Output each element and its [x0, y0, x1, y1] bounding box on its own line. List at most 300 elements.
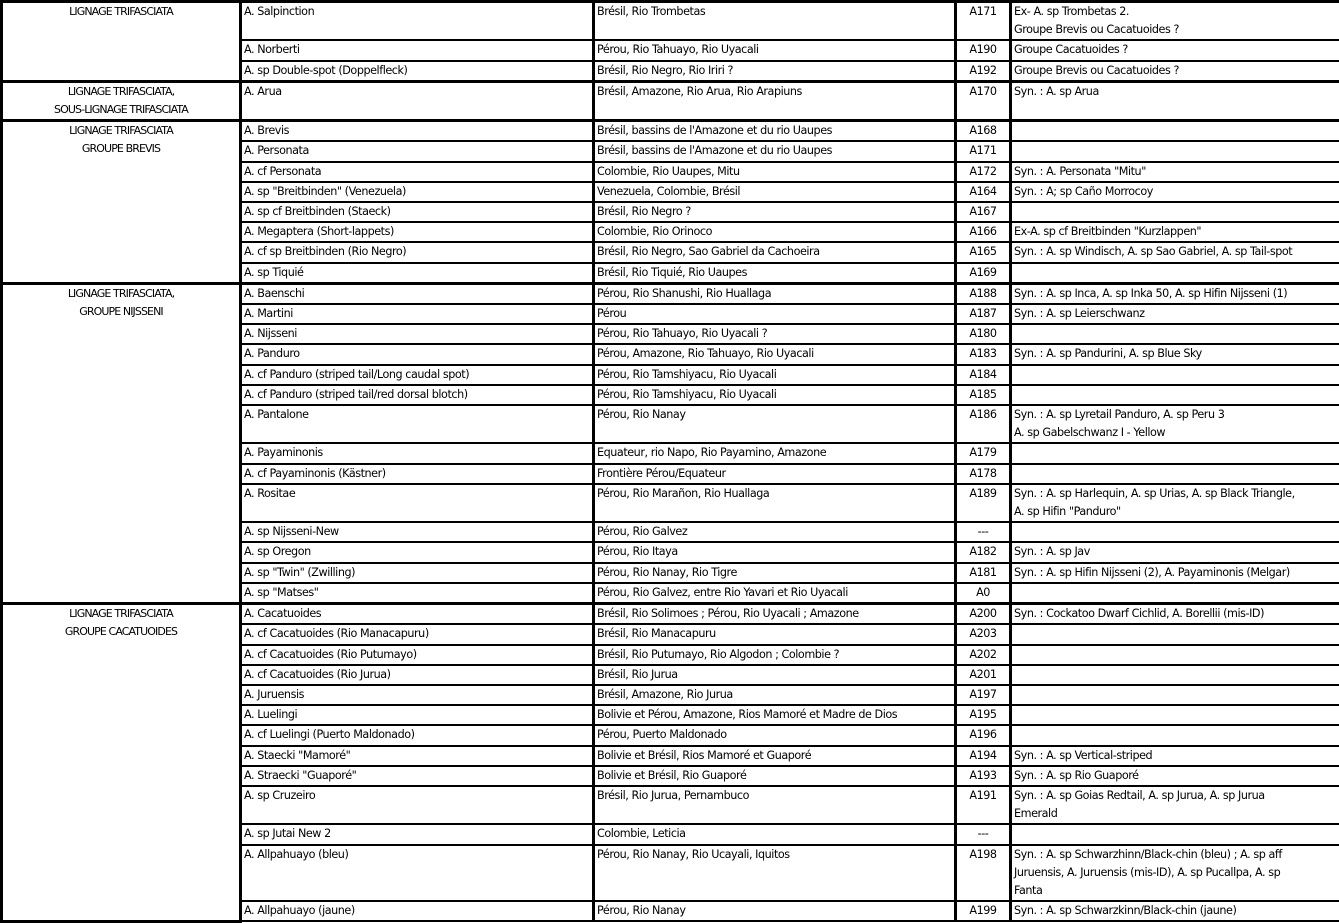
location-text: Pérou, Puerto Maldonado: [597, 726, 952, 744]
location-cell: [594, 665, 956, 685]
code-text: A164: [959, 183, 1007, 201]
species-text: A. sp "Twin" (Zwilling): [244, 564, 590, 582]
location-text: Brésil, Amazone, Rio Jurua: [597, 686, 952, 704]
location-cell: [594, 705, 956, 725]
location-text: Colombie, Rio Uaupes, Mitu: [597, 163, 952, 181]
code-text: A183: [959, 345, 1007, 363]
notes-text: Syn. : A. sp Harlequin, A. sp Urias, A. sp Black Triangle,: [1014, 485, 1337, 503]
code-cell: [956, 202, 1011, 222]
location-cell: [594, 344, 956, 364]
code-cell: [956, 901, 1011, 921]
location-text: Brésil, Rio Manacapuru: [597, 625, 952, 643]
lineage-group-label: LIGNAGE TRIFASCIATA: [5, 122, 237, 140]
species-cell: [241, 242, 594, 262]
lineage-group-label: GROUPE BREVIS: [5, 140, 237, 158]
location-cell: [594, 824, 956, 844]
code-text: A171: [959, 3, 1007, 21]
species-text: A. sp Nijsseni-New: [244, 523, 590, 541]
code-cell: [956, 121, 1011, 142]
location-text: Pérou, Rio Tahuayo, Rio Uyacali: [597, 41, 952, 59]
location-cell: [594, 324, 956, 344]
code-cell: [956, 162, 1011, 182]
notes-text: Syn. : A. sp Pandurini, A. sp Blue Sky: [1014, 345, 1337, 363]
code-cell: [956, 81, 1011, 120]
code-text: A192: [959, 62, 1007, 80]
species-text: A. Cacatuoides: [244, 605, 590, 623]
code-cell: [956, 522, 1011, 542]
code-cell: [956, 61, 1011, 82]
notes-text: Syn. : A. sp Windisch, A. sp Sao Gabriel, A. sp Tail-spot: [1014, 243, 1337, 261]
notes-text: Ex- A. sp Trombetas 2.: [1014, 3, 1337, 21]
species-table-body: [2, 2, 1339, 922]
lineage-group-cell: [2, 121, 241, 284]
location-cell: [594, 121, 956, 142]
location-text: Pérou, Rio Nanay: [597, 406, 952, 424]
location-cell: [594, 583, 956, 604]
species-text: A. Allpahuayo (jaune): [244, 902, 590, 920]
code-text: A203: [959, 625, 1007, 643]
species-text: A. Nijsseni: [244, 325, 590, 343]
location-text: Pérou, Rio Tamshiyacu, Rio Uyacali: [597, 366, 952, 384]
code-cell: [956, 242, 1011, 262]
code-cell: [956, 645, 1011, 665]
notes-cell: [1011, 40, 1339, 60]
notes-cell: [1011, 725, 1339, 745]
species-text: A. sp Oregon: [244, 543, 590, 561]
notes-cell: [1011, 563, 1339, 583]
notes-cell: [1011, 162, 1339, 182]
location-text: Brésil, Rio Negro, Rio Iriri ?: [597, 62, 952, 80]
location-text: Bolivie et Brésil, Rio Guaporé: [597, 767, 952, 785]
notes-text: Syn. : A; sp Caño Morrocoy: [1014, 183, 1337, 201]
lineage-group-label: LIGNAGE TRIFASCIATA: [5, 3, 237, 21]
code-text: ---: [959, 825, 1007, 843]
code-cell: [956, 344, 1011, 364]
notes-cell: [1011, 304, 1339, 324]
code-cell: [956, 222, 1011, 242]
location-text: Pérou, Rio Marañon, Rio Huallaga: [597, 485, 952, 503]
notes-cell: [1011, 746, 1339, 766]
notes-text: Syn. : A. sp Schwarzhinn/Black-chin (bleu) ; A. sp aff: [1014, 846, 1337, 864]
code-text: A181: [959, 564, 1007, 582]
code-cell: [956, 182, 1011, 202]
code-cell: [956, 563, 1011, 583]
notes-cell: [1011, 283, 1339, 304]
notes-text: Syn. : A. sp Lyretail Panduro, A. sp Peru 3: [1014, 406, 1337, 424]
code-text: A178: [959, 465, 1007, 483]
location-cell: [594, 263, 956, 284]
notes-cell: [1011, 901, 1339, 921]
code-cell: [956, 464, 1011, 484]
location-cell: [594, 242, 956, 262]
notes-text: Syn. : A. sp Leierschwanz: [1014, 305, 1337, 323]
location-text: Brésil, bassins de l'Amazone et du rio Uaupes: [597, 122, 952, 140]
species-text: A. Martini: [244, 305, 590, 323]
species-cell: [241, 484, 594, 522]
species-text: A. Brevis: [244, 122, 590, 140]
notes-cell: [1011, 81, 1339, 120]
code-cell: [956, 824, 1011, 844]
lineage-group-cell: [2, 283, 241, 603]
species-cell: [241, 2, 594, 41]
species-text: A. Straecki "Guaporé": [244, 767, 590, 785]
species-cell: [241, 405, 594, 443]
notes-text: Syn. : A. sp Schwarzkinn/Black-chin (jaune): [1014, 902, 1337, 920]
code-cell: [956, 484, 1011, 522]
notes-cell: [1011, 202, 1339, 222]
species-cell: [241, 263, 594, 284]
location-text: Bolivie et Pérou, Amazone, Rios Mamoré et Madre de Dios: [597, 706, 952, 724]
code-cell: [956, 304, 1011, 324]
notes-text: Syn. : A. sp Arua: [1014, 83, 1337, 101]
notes-text: Syn. : A. sp Jav: [1014, 543, 1337, 561]
species-text: A. sp "Matses": [244, 584, 590, 602]
code-cell: [956, 685, 1011, 705]
species-text: A. Juruensis: [244, 686, 590, 704]
code-text: A187: [959, 305, 1007, 323]
location-text: Pérou: [597, 305, 952, 323]
species-cell: [241, 202, 594, 222]
notes-cell: [1011, 645, 1339, 665]
code-text: A169: [959, 264, 1007, 282]
location-text: Brésil, Rio Putumayo, Rio Algodon ; Colombie ?: [597, 646, 952, 664]
code-cell: [956, 283, 1011, 304]
location-cell: [594, 563, 956, 583]
code-cell: [956, 365, 1011, 385]
code-text: A195: [959, 706, 1007, 724]
species-cell: [241, 604, 594, 625]
species-cell: [241, 583, 594, 604]
lineage-group-cell: [2, 2, 241, 82]
notes-text: Groupe Brevis ou Cacatuoides ?: [1014, 21, 1337, 39]
code-text: A202: [959, 646, 1007, 664]
lineage-group-label: LIGNAGE TRIFASCIATA: [5, 605, 237, 623]
notes-cell: [1011, 344, 1339, 364]
location-cell: [594, 464, 956, 484]
species-text: A. Megaptera (Short-lappets): [244, 223, 590, 241]
table-row: [2, 2, 1339, 41]
code-cell: [956, 443, 1011, 463]
code-cell: [956, 845, 1011, 902]
code-text: A201: [959, 666, 1007, 684]
notes-cell: [1011, 766, 1339, 786]
code-cell: [956, 40, 1011, 60]
notes-cell: [1011, 443, 1339, 463]
location-text: Pérou, Rio Galvez: [597, 523, 952, 541]
species-text: A. cf Personata: [244, 163, 590, 181]
species-cell: [241, 443, 594, 463]
location-cell: [594, 645, 956, 665]
notes-cell: [1011, 222, 1339, 242]
location-text: Pérou, Rio Nanay, Rio Ucayali, Iquitos: [597, 846, 952, 864]
species-cell: [241, 786, 594, 824]
species-text: A. Allpahuayo (bleu): [244, 846, 590, 864]
code-text: A167: [959, 203, 1007, 221]
location-text: Frontière Pérou/Equateur: [597, 465, 952, 483]
species-text: A. sp Jutai New 2: [244, 825, 590, 843]
notes-cell: [1011, 685, 1339, 705]
table-row: [2, 121, 1339, 142]
notes-text: A. sp Hifin "Panduro": [1014, 503, 1337, 521]
notes-text: Syn. : A. sp Rio Guaporé: [1014, 767, 1337, 785]
notes-text: Syn. : A. Personata "Mitu": [1014, 163, 1337, 181]
notes-text: Emerald: [1014, 805, 1337, 823]
species-text: A. Panduro: [244, 345, 590, 363]
notes-text: A. sp Gabelschwanz I - Yellow: [1014, 424, 1337, 442]
notes-text: Ex-A. sp cf Breitbinden "Kurzlappen": [1014, 223, 1337, 241]
location-cell: [594, 845, 956, 902]
location-text: Brésil, Rio Negro, Sao Gabriel da Cachoeira: [597, 243, 952, 261]
notes-cell: [1011, 242, 1339, 262]
location-cell: [594, 443, 956, 463]
location-cell: [594, 786, 956, 824]
species-cell: [241, 141, 594, 161]
location-text: Pérou, Rio Tamshiyacu, Rio Uyacali: [597, 386, 952, 404]
notes-cell: [1011, 522, 1339, 542]
location-cell: [594, 901, 956, 921]
location-cell: [594, 222, 956, 242]
species-cell: [241, 542, 594, 562]
notes-cell: [1011, 385, 1339, 405]
notes-text: Fanta: [1014, 882, 1337, 900]
code-cell: [956, 324, 1011, 344]
species-text: A. cf Cacatuoides (Rio Jurua): [244, 666, 590, 684]
notes-cell: [1011, 583, 1339, 604]
notes-cell: [1011, 121, 1339, 142]
notes-cell: [1011, 604, 1339, 625]
location-text: Brésil, Rio Solimoes ; Pérou, Rio Uyacali ; Amazone: [597, 605, 952, 623]
table-row: [2, 283, 1339, 304]
code-cell: [956, 583, 1011, 604]
location-cell: [594, 685, 956, 705]
code-text: A179: [959, 444, 1007, 462]
code-cell: [956, 2, 1011, 41]
notes-text: Syn. : A. sp Goias Redtail, A. sp Jurua, A. sp Jurua: [1014, 787, 1337, 805]
species-cell: [241, 324, 594, 344]
notes-cell: [1011, 263, 1339, 284]
species-cell: [241, 385, 594, 405]
location-cell: [594, 484, 956, 522]
lineage-group-label: LIGNAGE TRIFASCIATA,: [5, 83, 237, 101]
table-row: [2, 604, 1339, 625]
location-cell: [594, 604, 956, 625]
code-cell: [956, 725, 1011, 745]
species-cell: [241, 365, 594, 385]
code-cell: [956, 542, 1011, 562]
species-text: A. cf Panduro (striped tail/Long caudal spot): [244, 366, 590, 384]
location-text: Pérou, Rio Nanay, Rio Tigre: [597, 564, 952, 582]
species-text: A. Luelingi: [244, 706, 590, 724]
species-cell: [241, 283, 594, 304]
species-cell: [241, 464, 594, 484]
code-cell: [956, 604, 1011, 625]
notes-cell: [1011, 845, 1339, 902]
species-text: A. sp Tiquié: [244, 264, 590, 282]
code-text: A194: [959, 747, 1007, 765]
species-cell: [241, 725, 594, 745]
species-text: A. cf sp Breitbinden (Rio Negro): [244, 243, 590, 261]
code-cell: [956, 766, 1011, 786]
code-text: A168: [959, 122, 1007, 140]
location-text: Pérou, Rio Galvez, entre Rio Yavari et Rio Uyacali: [597, 584, 952, 602]
location-cell: [594, 141, 956, 161]
location-cell: [594, 365, 956, 385]
notes-cell: [1011, 61, 1339, 82]
code-cell: [956, 786, 1011, 824]
location-cell: [594, 61, 956, 82]
species-text: A. cf Cacatuoides (Rio Putumayo): [244, 646, 590, 664]
species-cell: [241, 624, 594, 644]
species-cell: [241, 705, 594, 725]
code-text: A197: [959, 686, 1007, 704]
species-cell: [241, 766, 594, 786]
code-text: A189: [959, 485, 1007, 503]
location-text: Colombie, Leticia: [597, 825, 952, 843]
location-cell: [594, 746, 956, 766]
code-cell: [956, 385, 1011, 405]
code-cell: [956, 746, 1011, 766]
notes-cell: [1011, 542, 1339, 562]
code-text: A182: [959, 543, 1007, 561]
species-cell: [241, 522, 594, 542]
notes-text: Syn. : A. sp Hifin Nijsseni (2), A. Payaminonis (Melgar): [1014, 564, 1337, 582]
notes-cell: [1011, 182, 1339, 202]
species-text: A. sp Cruzeiro: [244, 787, 590, 805]
lineage-group-cell: [2, 81, 241, 120]
notes-text: Syn. : A. sp Inca, A. sp Inka 50, A. sp Hifin Nijsseni (1): [1014, 285, 1337, 303]
notes-cell: [1011, 141, 1339, 161]
notes-cell: [1011, 786, 1339, 824]
species-text: A. sp "Breitbinden" (Venezuela): [244, 183, 590, 201]
species-cell: [241, 162, 594, 182]
location-text: Colombie, Rio Orinoco: [597, 223, 952, 241]
species-cell: [241, 222, 594, 242]
notes-text: Juruensis, A. Juruensis (mis-ID), A. sp Pucallpa, A. sp: [1014, 864, 1337, 882]
species-cell: [241, 685, 594, 705]
code-text: A171: [959, 142, 1007, 160]
code-text: A196: [959, 726, 1007, 744]
species-text: A. cf Luelingi (Puerto Maldonado): [244, 726, 590, 744]
location-cell: [594, 385, 956, 405]
code-text: A188: [959, 285, 1007, 303]
location-cell: [594, 2, 956, 41]
location-text: Brésil, Rio Jurua: [597, 666, 952, 684]
species-text: A. sp Double-spot (Doppelfleck): [244, 62, 590, 80]
notes-cell: [1011, 365, 1339, 385]
code-text: A0: [959, 584, 1007, 602]
location-text: Equateur, rio Napo, Rio Payamino, Amazone: [597, 444, 952, 462]
location-cell: [594, 283, 956, 304]
notes-text: Groupe Cacatuoides ?: [1014, 41, 1337, 59]
code-cell: [956, 141, 1011, 161]
species-cell: [241, 563, 594, 583]
location-cell: [594, 725, 956, 745]
code-text: A170: [959, 83, 1007, 101]
location-cell: [594, 542, 956, 562]
lineage-group-label: SOUS-LIGNAGE TRIFASCIATA: [5, 101, 237, 119]
code-cell: [956, 705, 1011, 725]
location-cell: [594, 624, 956, 644]
notes-cell: [1011, 824, 1339, 844]
notes-cell: [1011, 665, 1339, 685]
species-text: A. Pantalone: [244, 406, 590, 424]
species-cell: [241, 845, 594, 902]
code-text: ---: [959, 523, 1007, 541]
location-cell: [594, 162, 956, 182]
location-text: Brésil, Rio Trombetas: [597, 3, 952, 21]
notes-text: Groupe Brevis ou Cacatuoides ?: [1014, 62, 1337, 80]
species-text: A. Salpinction: [244, 3, 590, 21]
species-text: A. Rositae: [244, 485, 590, 503]
species-cell: [241, 121, 594, 142]
location-cell: [594, 766, 956, 786]
species-text: A. cf Panduro (striped tail/red dorsal blotch): [244, 386, 590, 404]
species-text: A. Arua: [244, 83, 590, 101]
code-text: A190: [959, 41, 1007, 59]
species-text: A. Payaminonis: [244, 444, 590, 462]
lineage-group-label: LIGNAGE TRIFASCIATA,: [5, 285, 237, 303]
location-text: Pérou, Rio Shanushi, Rio Huallaga: [597, 285, 952, 303]
code-text: A200: [959, 605, 1007, 623]
code-text: A172: [959, 163, 1007, 181]
species-text: A. Personata: [244, 142, 590, 160]
location-text: Venezuela, Colombie, Brésil: [597, 183, 952, 201]
species-cell: [241, 746, 594, 766]
lineage-group-label: GROUPE CACATUOIDES: [5, 623, 237, 641]
species-text: A. Baenschi: [244, 285, 590, 303]
species-text: A. Staecki "Mamoré": [244, 747, 590, 765]
species-cell: [241, 182, 594, 202]
location-text: Brésil, bassins de l'Amazone et du rio Uaupes: [597, 142, 952, 160]
location-cell: [594, 182, 956, 202]
code-text: A166: [959, 223, 1007, 241]
notes-text: Syn. : A. sp Vertical-striped: [1014, 747, 1337, 765]
code-text: A191: [959, 787, 1007, 805]
code-text: A165: [959, 243, 1007, 261]
location-text: Pérou, Rio Itaya: [597, 543, 952, 561]
code-cell: [956, 624, 1011, 644]
location-text: Brésil, Rio Jurua, Pernambuco: [597, 787, 952, 805]
species-cell: [241, 901, 594, 921]
location-text: Pérou, Rio Nanay: [597, 902, 952, 920]
species-cell: [241, 824, 594, 844]
location-cell: [594, 81, 956, 120]
notes-cell: [1011, 324, 1339, 344]
code-text: A193: [959, 767, 1007, 785]
location-cell: [594, 304, 956, 324]
species-cell: [241, 645, 594, 665]
location-cell: [594, 522, 956, 542]
location-cell: [594, 405, 956, 443]
species-text: A. sp cf Breitbinden (Staeck): [244, 203, 590, 221]
code-text: A185: [959, 386, 1007, 404]
species-cell: [241, 40, 594, 60]
species-text: A. cf Cacatuoides (Rio Manacapuru): [244, 625, 590, 643]
species-cell: [241, 304, 594, 324]
notes-cell: [1011, 484, 1339, 522]
location-text: Brésil, Rio Negro ?: [597, 203, 952, 221]
notes-cell: [1011, 2, 1339, 41]
code-text: A180: [959, 325, 1007, 343]
notes-cell: [1011, 464, 1339, 484]
code-text: A198: [959, 846, 1007, 864]
species-text: A. cf Payaminonis (Kästner): [244, 465, 590, 483]
species-cell: [241, 81, 594, 120]
lineage-group-label: GROUPE NIJSSENI: [5, 303, 237, 321]
code-cell: [956, 405, 1011, 443]
location-cell: [594, 202, 956, 222]
location-text: Bolivie et Brésil, Rios Mamoré et Guaporé: [597, 747, 952, 765]
